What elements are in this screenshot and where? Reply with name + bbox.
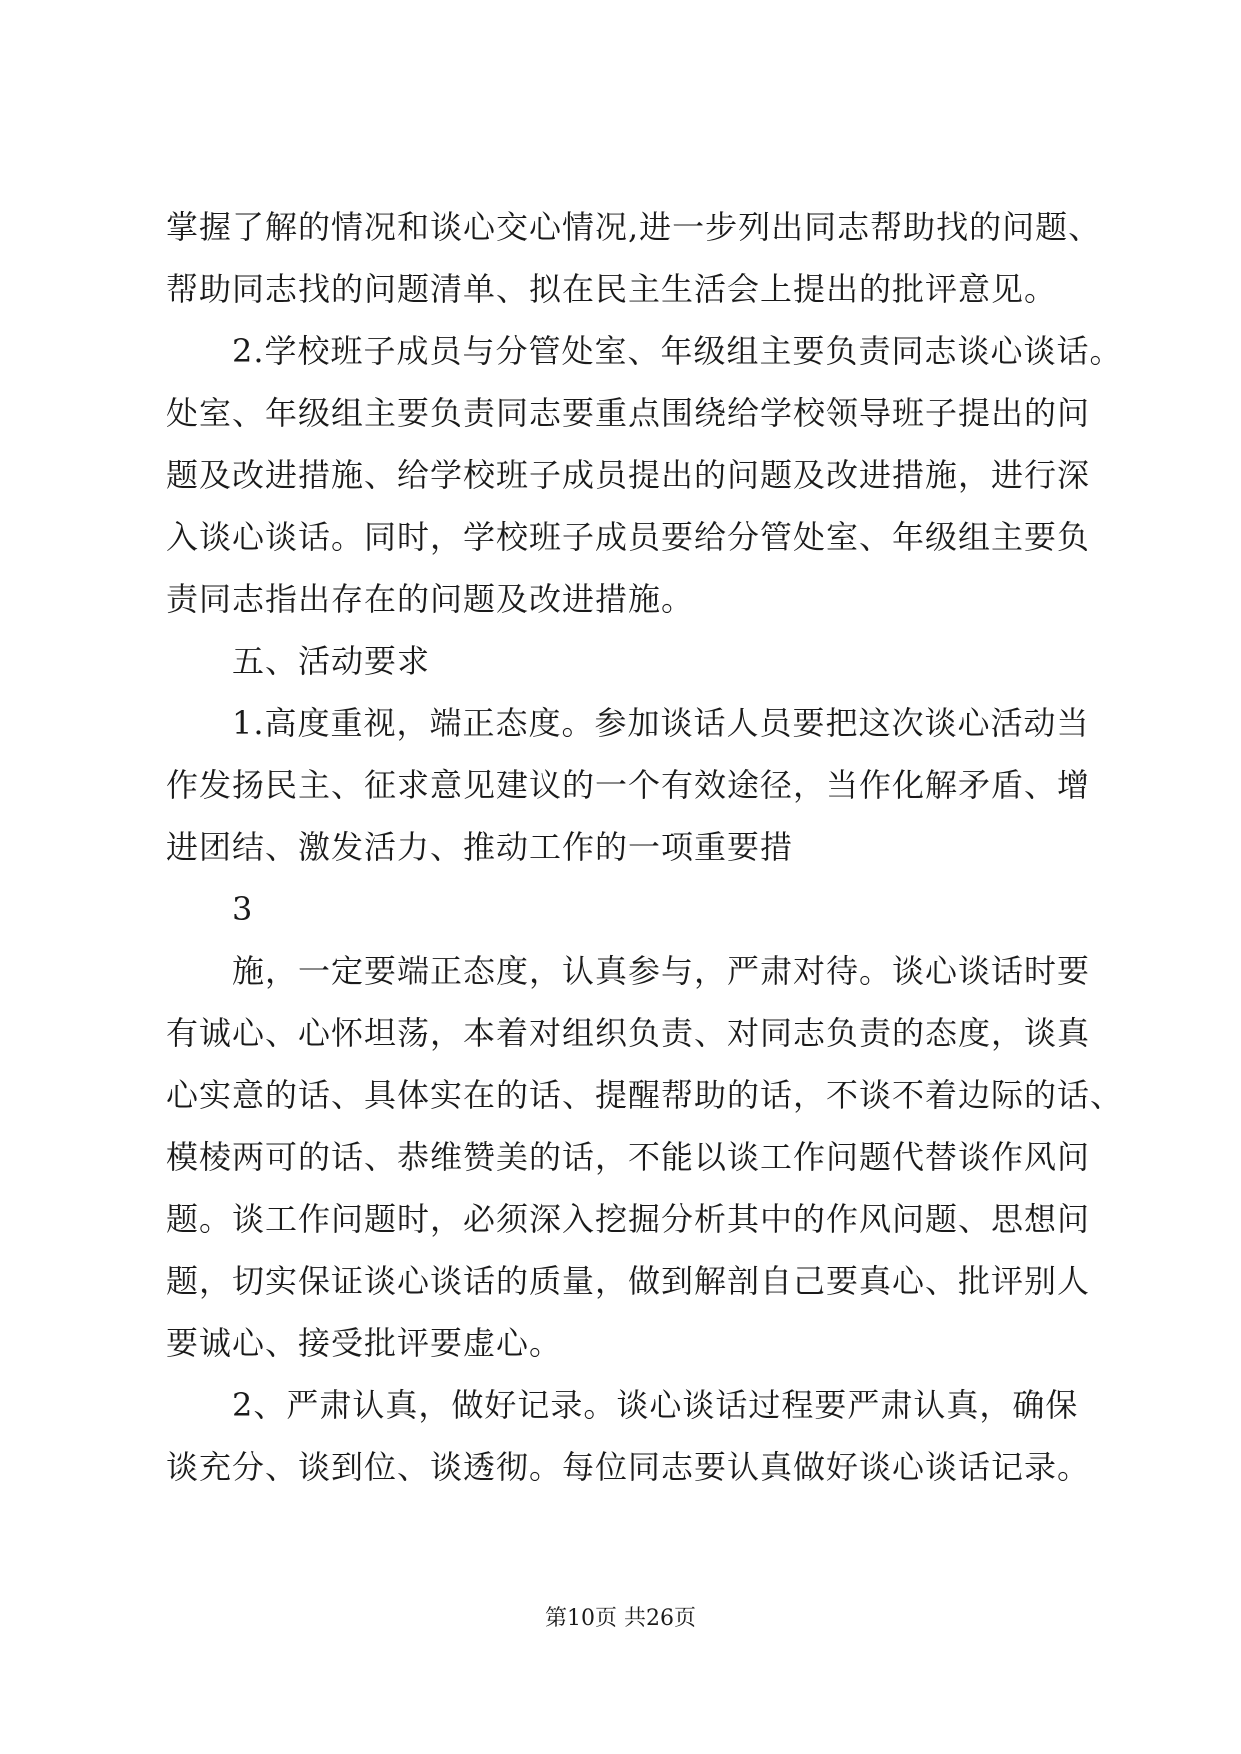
text-line: 进团结、激发活力、推动工作的一项重要措	[166, 828, 794, 866]
text-line: 题。谈工作问题时，必须深入挖掘分析其中的作风问题、思想问	[166, 1200, 1091, 1238]
inline-page-number: 3	[232, 890, 254, 928]
text-line: 谈充分、谈到位、谈透彻。每位同志要认真做好谈心谈话记录。	[166, 1448, 1091, 1486]
section-heading: 五、活动要求	[232, 642, 431, 680]
text-line: 作发扬民主、征求意见建议的一个有效途径，当作化解矛盾、增	[166, 766, 1091, 804]
page-footer: 第10页 共26页	[545, 1606, 696, 1631]
text-line: 掌握了解的情况和谈心交心情况,进一步列出同志帮助找的问题、	[166, 208, 1102, 246]
document-body	[166, 196, 1126, 1498]
text-line: 有诚心、心怀坦荡，本着对组织负责、对同志负责的态度，谈真	[166, 1014, 1091, 1052]
text-line: 2.学校班子成员与分管处室、年级组主要负责同志谈心谈话。	[232, 332, 1123, 370]
text-line: 模棱两可的话、恭维赞美的话，不能以谈工作问题代替谈作风问	[166, 1138, 1091, 1176]
text-line: 责同志指出存在的问题及改进措施。	[166, 580, 695, 618]
text-line: 1.高度重视，端正态度。参加谈话人员要把这次谈心活动当	[232, 704, 1090, 742]
text-line: 题及改进措施、给学校班子成员提出的问题及改进措施，进行深	[166, 456, 1091, 494]
text-line: 题，切实保证谈心谈话的质量，做到解剖自己要真心、批评别人	[166, 1262, 1091, 1300]
text-line: 心实意的话、具体实在的话、提醒帮助的话，不谈不着边际的话、	[166, 1076, 1124, 1114]
text-line: 帮助同志找的问题清单、拟在民主生活会上提出的批评意见。	[166, 270, 1058, 308]
text-line: 入谈心谈话。同时，学校班子成员要给分管处室、年级组主要负	[166, 518, 1091, 556]
text-line: 施，一定要端正态度，认真参与，严肃对待。谈心谈话时要	[232, 952, 1091, 990]
text-line: 要诚心、接受批评要虚心。	[166, 1324, 563, 1362]
text-line: 处室、年级组主要负责同志要重点围绕给学校领导班子提出的问	[166, 394, 1091, 432]
text-line: 2、严肃认真，做好记录。谈心谈话过程要严肃认真，确保	[232, 1386, 1079, 1424]
